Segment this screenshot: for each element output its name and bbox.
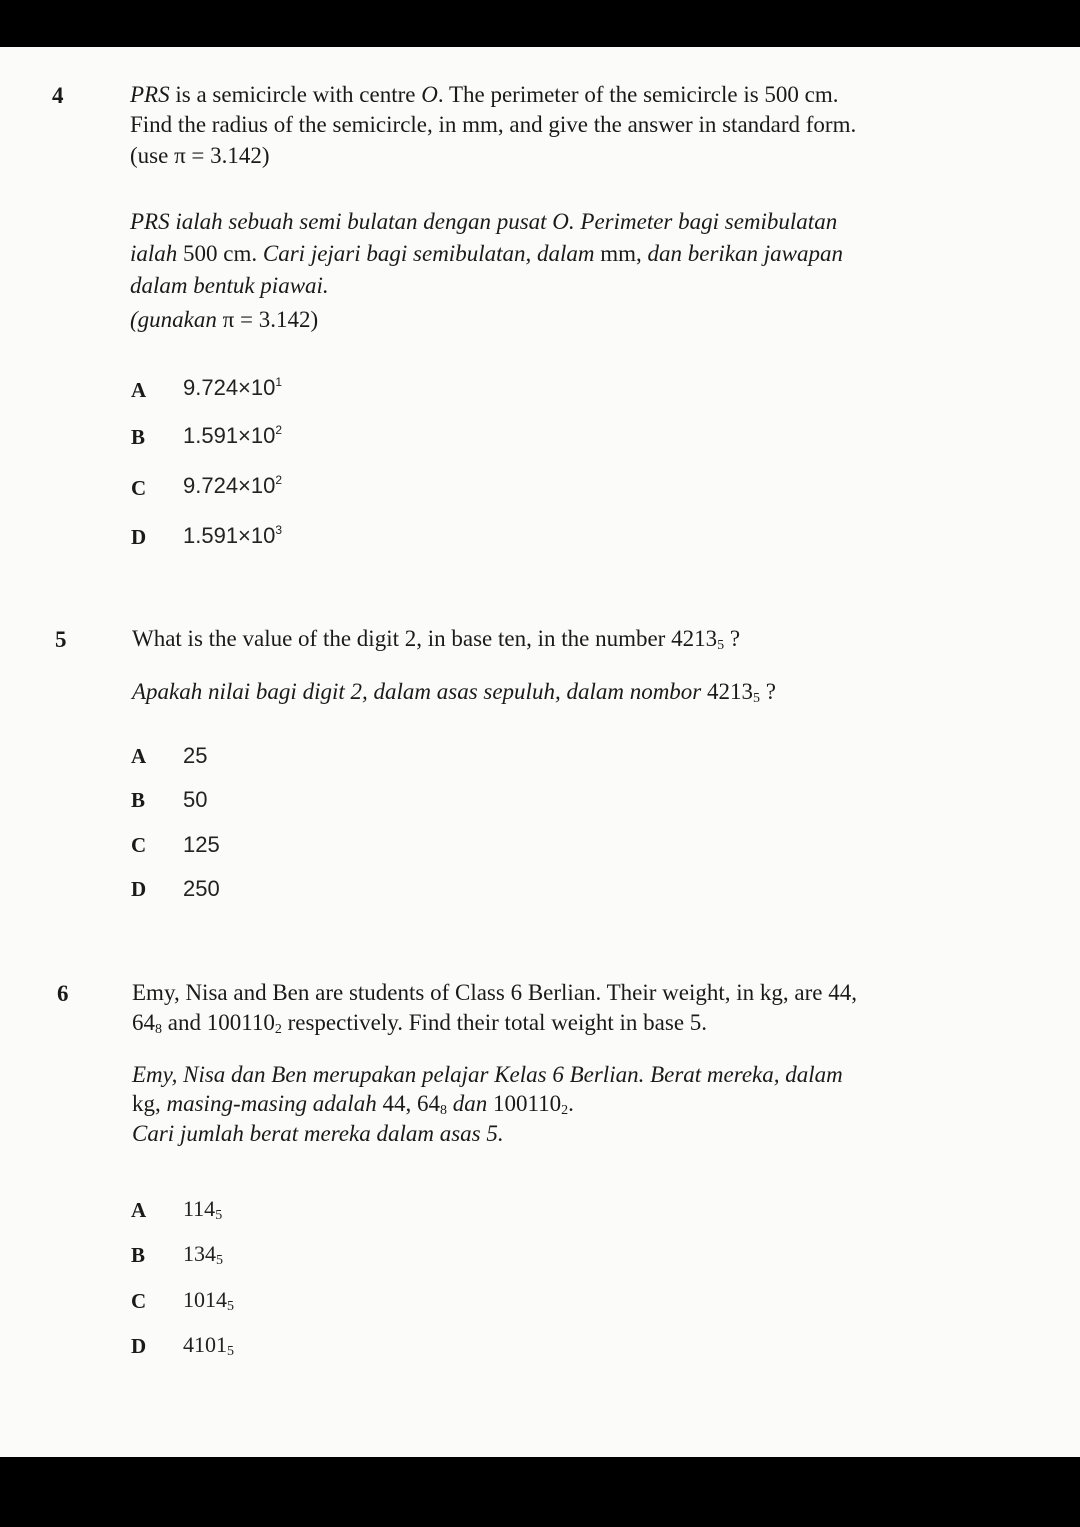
option-value: 250 xyxy=(183,876,220,901)
q4-en-suffix: . The perimeter of the semicircle is 500 cm. xyxy=(437,82,839,107)
option-value: $1014_5$ xyxy=(183,1287,234,1314)
question-6-number: 6 xyxy=(57,981,69,1006)
q4-en-o: O xyxy=(421,82,438,107)
option-value: 125 xyxy=(183,832,220,857)
q4-ms-line-2 xyxy=(130,239,843,269)
q4-ms-cari: Cari jejari bagi semibulatan, dalam xyxy=(262,241,595,266)
q4-ms-line-1 xyxy=(130,207,837,237)
option-value: $9.724\times 10^2$ xyxy=(183,473,283,498)
q4-ms-dan: dan berikan jawapan xyxy=(647,241,844,266)
q6-ms-line-2: kg, masing-masing adalah 44, $64_8$ dan $100110_2$. xyxy=(132,1091,574,1118)
q6-en-line-1: Emy, Nisa and Ben are students of Class 6 Berlian. Their weight, in kg, are 44, xyxy=(132,980,857,1005)
option-letter: D xyxy=(131,525,147,549)
q4-ms-line-4 xyxy=(130,305,318,335)
option-letter: D xyxy=(131,1334,147,1358)
q4-en-line-2: Find the radius of the semicircle, in mm, and give the answer in standard form. xyxy=(130,112,857,137)
option-letter: B xyxy=(131,788,146,812)
option-letter: B xyxy=(131,1243,146,1267)
q5-ms-line: Apakah nilai bagi digit 2, dalam asas sepuluh, dalam nombor $4213_5$ ? xyxy=(132,679,776,706)
q4-ms-pi: π = 3.142) xyxy=(216,307,319,332)
option-value: $4101_5$ xyxy=(183,1332,234,1359)
option-letter: C xyxy=(131,833,147,857)
q4-ms-line-3: dalam bentuk piawai. xyxy=(130,273,329,298)
q6-ms-line-1: Emy, Nisa dan Ben merupakan pelajar Kelas 6 Berlian. Berat mereka, dalam xyxy=(132,1062,843,1087)
bottom-black-bar xyxy=(0,1457,1080,1527)
q6-en-line-2: $64_8$ and $100110_2$ respectively. Find their total weight in base 5. xyxy=(132,1010,708,1037)
option-value: 25 xyxy=(183,743,208,768)
q4-ms-rest: ialah sebuah semi bulatan dengan pusat O. Perimeter bagi semibulatan xyxy=(169,209,838,234)
option-letter: B xyxy=(131,425,146,449)
option-value: $9.724\times 10^1$ xyxy=(183,375,283,400)
q4-ms-mm: mm, xyxy=(594,241,648,266)
q4-ms-gunakan: (gunakan xyxy=(130,307,217,332)
exam-page xyxy=(0,47,1080,1457)
option-letter: A xyxy=(131,744,147,768)
q4-ms-500cm: 500 cm. xyxy=(177,241,263,266)
option-value: $114_5$ xyxy=(183,1196,223,1223)
option-value: $1.591\times 10^2$ xyxy=(183,423,283,448)
option-letter: C xyxy=(131,1289,147,1313)
option-value: $1.591\times 10^3$ xyxy=(183,523,283,548)
option-letter: D xyxy=(131,877,147,901)
option-letter: C xyxy=(131,476,147,500)
option-letter: A xyxy=(131,378,147,402)
q6-ms-line-3: Cari jumlah berat mereka dalam asas 5. xyxy=(132,1121,504,1146)
option-value: 50 xyxy=(183,787,208,812)
top-black-bar xyxy=(0,0,1080,47)
q4-ms-prs: PRS xyxy=(130,209,170,234)
q4-en-line-3: (use π = 3.142) xyxy=(130,143,270,168)
q4-en-prs: PRS xyxy=(130,82,170,107)
q4-ms-ialah: ialah xyxy=(130,241,178,266)
question-5-number: 5 xyxy=(55,627,67,652)
q4-en-mid: is a semicircle with centre xyxy=(169,82,422,107)
option-letter: A xyxy=(131,1198,147,1222)
option-value: $134_5$ xyxy=(183,1241,223,1268)
question-4-number: 4 xyxy=(52,83,64,108)
q5-en-line: What is the value of the digit 2, in base ten, in the number $4213_5$ ? xyxy=(132,626,741,653)
q4-en-line-1 xyxy=(130,80,839,110)
